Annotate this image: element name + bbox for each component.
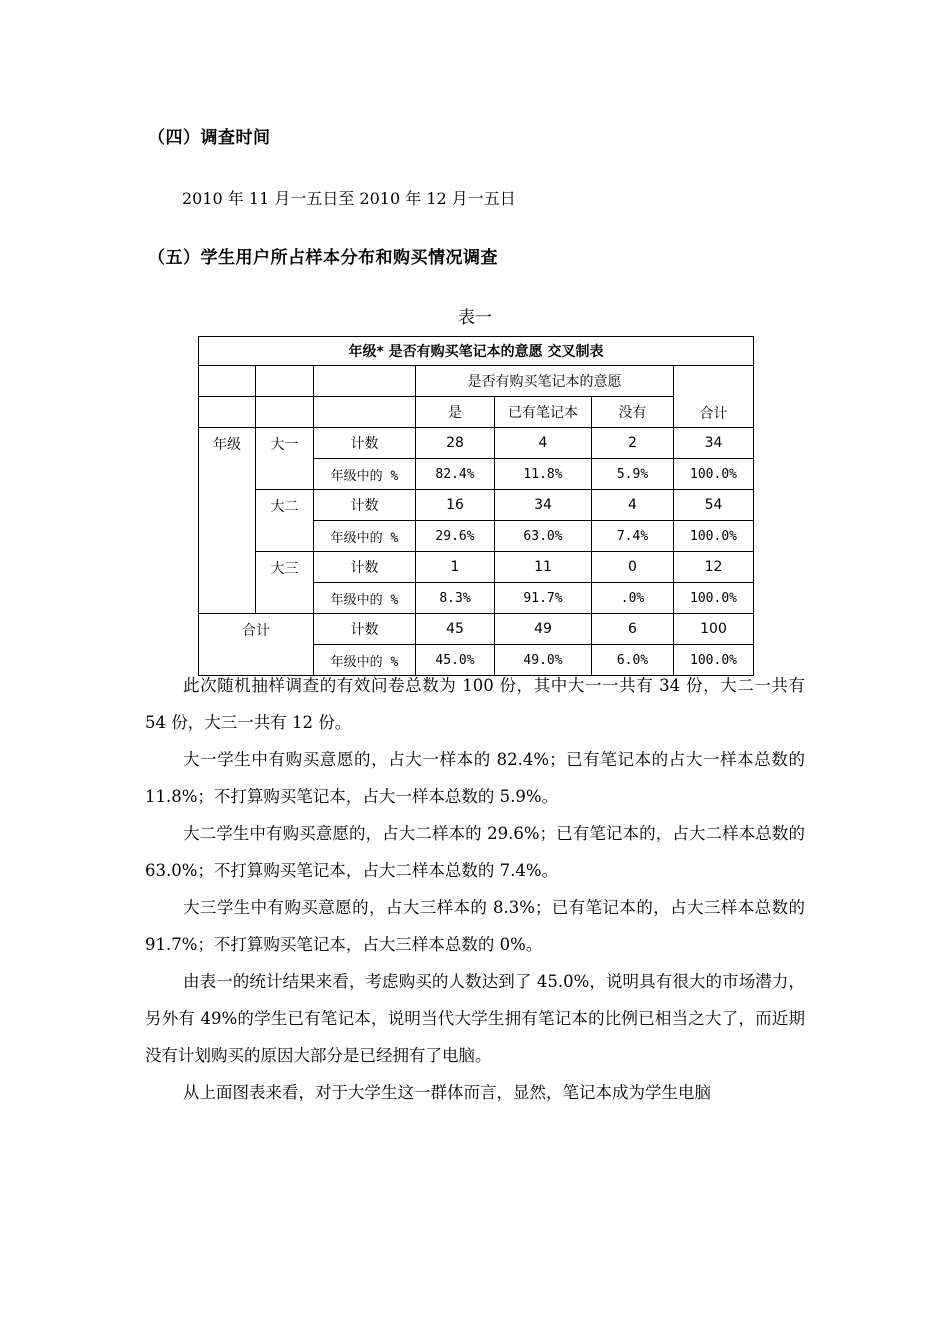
table-cell: 16	[416, 490, 495, 521]
pct-label: 年级中的 %	[314, 521, 416, 552]
table-cell: 12	[674, 552, 754, 583]
table-cell: 49	[495, 614, 592, 645]
grade-label: 大二	[256, 490, 314, 552]
paragraph: 大三学生中有购买意愿的，占大三样本的 8.3%；已有笔记本的，占大三样本总数的 91.7%；不打算购买笔记本，占大三样本总数的 0%。	[145, 898, 805, 954]
table-cell: 54	[674, 490, 754, 521]
table-cell: 0	[592, 552, 674, 583]
table-cell: 82.4%	[416, 459, 495, 490]
table-cell: 11.8%	[495, 459, 592, 490]
section-heading-sample-distribution: （五）学生用户所占样本分布和购买情况调查	[148, 248, 498, 268]
paragraph: 大二学生中有购买意愿的，占大二样本的 29.6%；已有笔记本的，占大二样本总数的 63.0%；不打算购买笔记本，占大二样本总数的 7.4%。	[145, 824, 805, 880]
table-caption: 表一	[458, 308, 492, 328]
survey-time-text: 2010 年 11 月一五日至 2010 年 12 月一五日	[182, 189, 516, 208]
paragraph: 由表一的统计结果来看，考虑购买的人数达到了 45.0%，说明具有很大的市场潜力，另外有 49%的学生已有笔记本，说明当代大学生拥有笔记本的比例已相当之大了，而近期没有计划购买的原因大部分是已经拥有了电脑。	[145, 972, 805, 1065]
col-header-have: 已有笔记本	[495, 397, 592, 428]
table-cell: 100.0%	[674, 459, 754, 490]
count-label: 计数	[314, 428, 416, 459]
table-cell: 34	[495, 490, 592, 521]
paragraph: 从上面图表来看，对于大学生这一群体而言，显然，笔记本成为学生电脑	[183, 1083, 711, 1102]
table-cell: 7.4%	[592, 521, 674, 552]
count-label: 计数	[314, 490, 416, 521]
table-cell: 100.0%	[674, 583, 754, 614]
col-header-no: 没有	[592, 397, 674, 428]
table-cell: 1	[416, 552, 495, 583]
table-cell: 100	[674, 614, 754, 645]
empty-cell	[256, 397, 314, 428]
empty-cell	[199, 397, 256, 428]
paragraph: 大一学生中有购买意愿的，占大一样本的 82.4%；已有笔记本的占大一样本总数的 11.8%；不打算购买笔记本，占大一样本总数的 5.9%。	[145, 750, 805, 806]
analysis-text	[145, 667, 805, 1111]
count-label: 计数	[314, 552, 416, 583]
col-header-total: 合计	[674, 366, 754, 428]
table-cell: 29.6%	[416, 521, 495, 552]
table-cell: .0%	[592, 583, 674, 614]
total-row-label: 合计	[199, 614, 314, 676]
table-cell: 5.9%	[592, 459, 674, 490]
pct-label: 年级中的 %	[314, 645, 416, 676]
empty-cell	[256, 366, 314, 397]
paragraph: 此次随机抽样调查的有效问卷总数为 100 份，其中大一一共有 34 份，大二一共有 54 份，大三一共有 12 份。	[145, 676, 805, 732]
col-header-yes: 是	[416, 397, 495, 428]
empty-cell	[199, 366, 256, 397]
table-cell: 8.3%	[416, 583, 495, 614]
table-cell: 11	[495, 552, 592, 583]
count-label: 计数	[314, 614, 416, 645]
table-cell: 49.0%	[495, 645, 592, 676]
table-cell: 4	[495, 428, 592, 459]
empty-cell	[314, 366, 416, 397]
table-cell: 45.0%	[416, 645, 495, 676]
table-cell: 28	[416, 428, 495, 459]
grade-label: 大三	[256, 552, 314, 614]
group-header: 是否有购买笔记本的意愿	[416, 366, 674, 397]
pct-label: 年级中的 %	[314, 459, 416, 490]
table-cell: 91.7%	[495, 583, 592, 614]
table-cell: 6.0%	[592, 645, 674, 676]
row-group-label: 年级	[199, 428, 256, 614]
table-cell: 2	[592, 428, 674, 459]
empty-cell	[314, 397, 416, 428]
table-cell: 100.0%	[674, 645, 754, 676]
pct-label: 年级中的 %	[314, 583, 416, 614]
section-heading-survey-time: （四）调查时间	[148, 128, 271, 148]
crosstab-table	[198, 336, 754, 676]
table-cell: 4	[592, 490, 674, 521]
table-cell: 63.0%	[495, 521, 592, 552]
table-cell: 6	[592, 614, 674, 645]
table-cell: 100.0%	[674, 521, 754, 552]
table-cell: 34	[674, 428, 754, 459]
table-cell: 45	[416, 614, 495, 645]
grade-label: 大一	[256, 428, 314, 490]
table-title: 年级* 是否有购买笔记本的意愿 交叉制表	[199, 337, 754, 366]
